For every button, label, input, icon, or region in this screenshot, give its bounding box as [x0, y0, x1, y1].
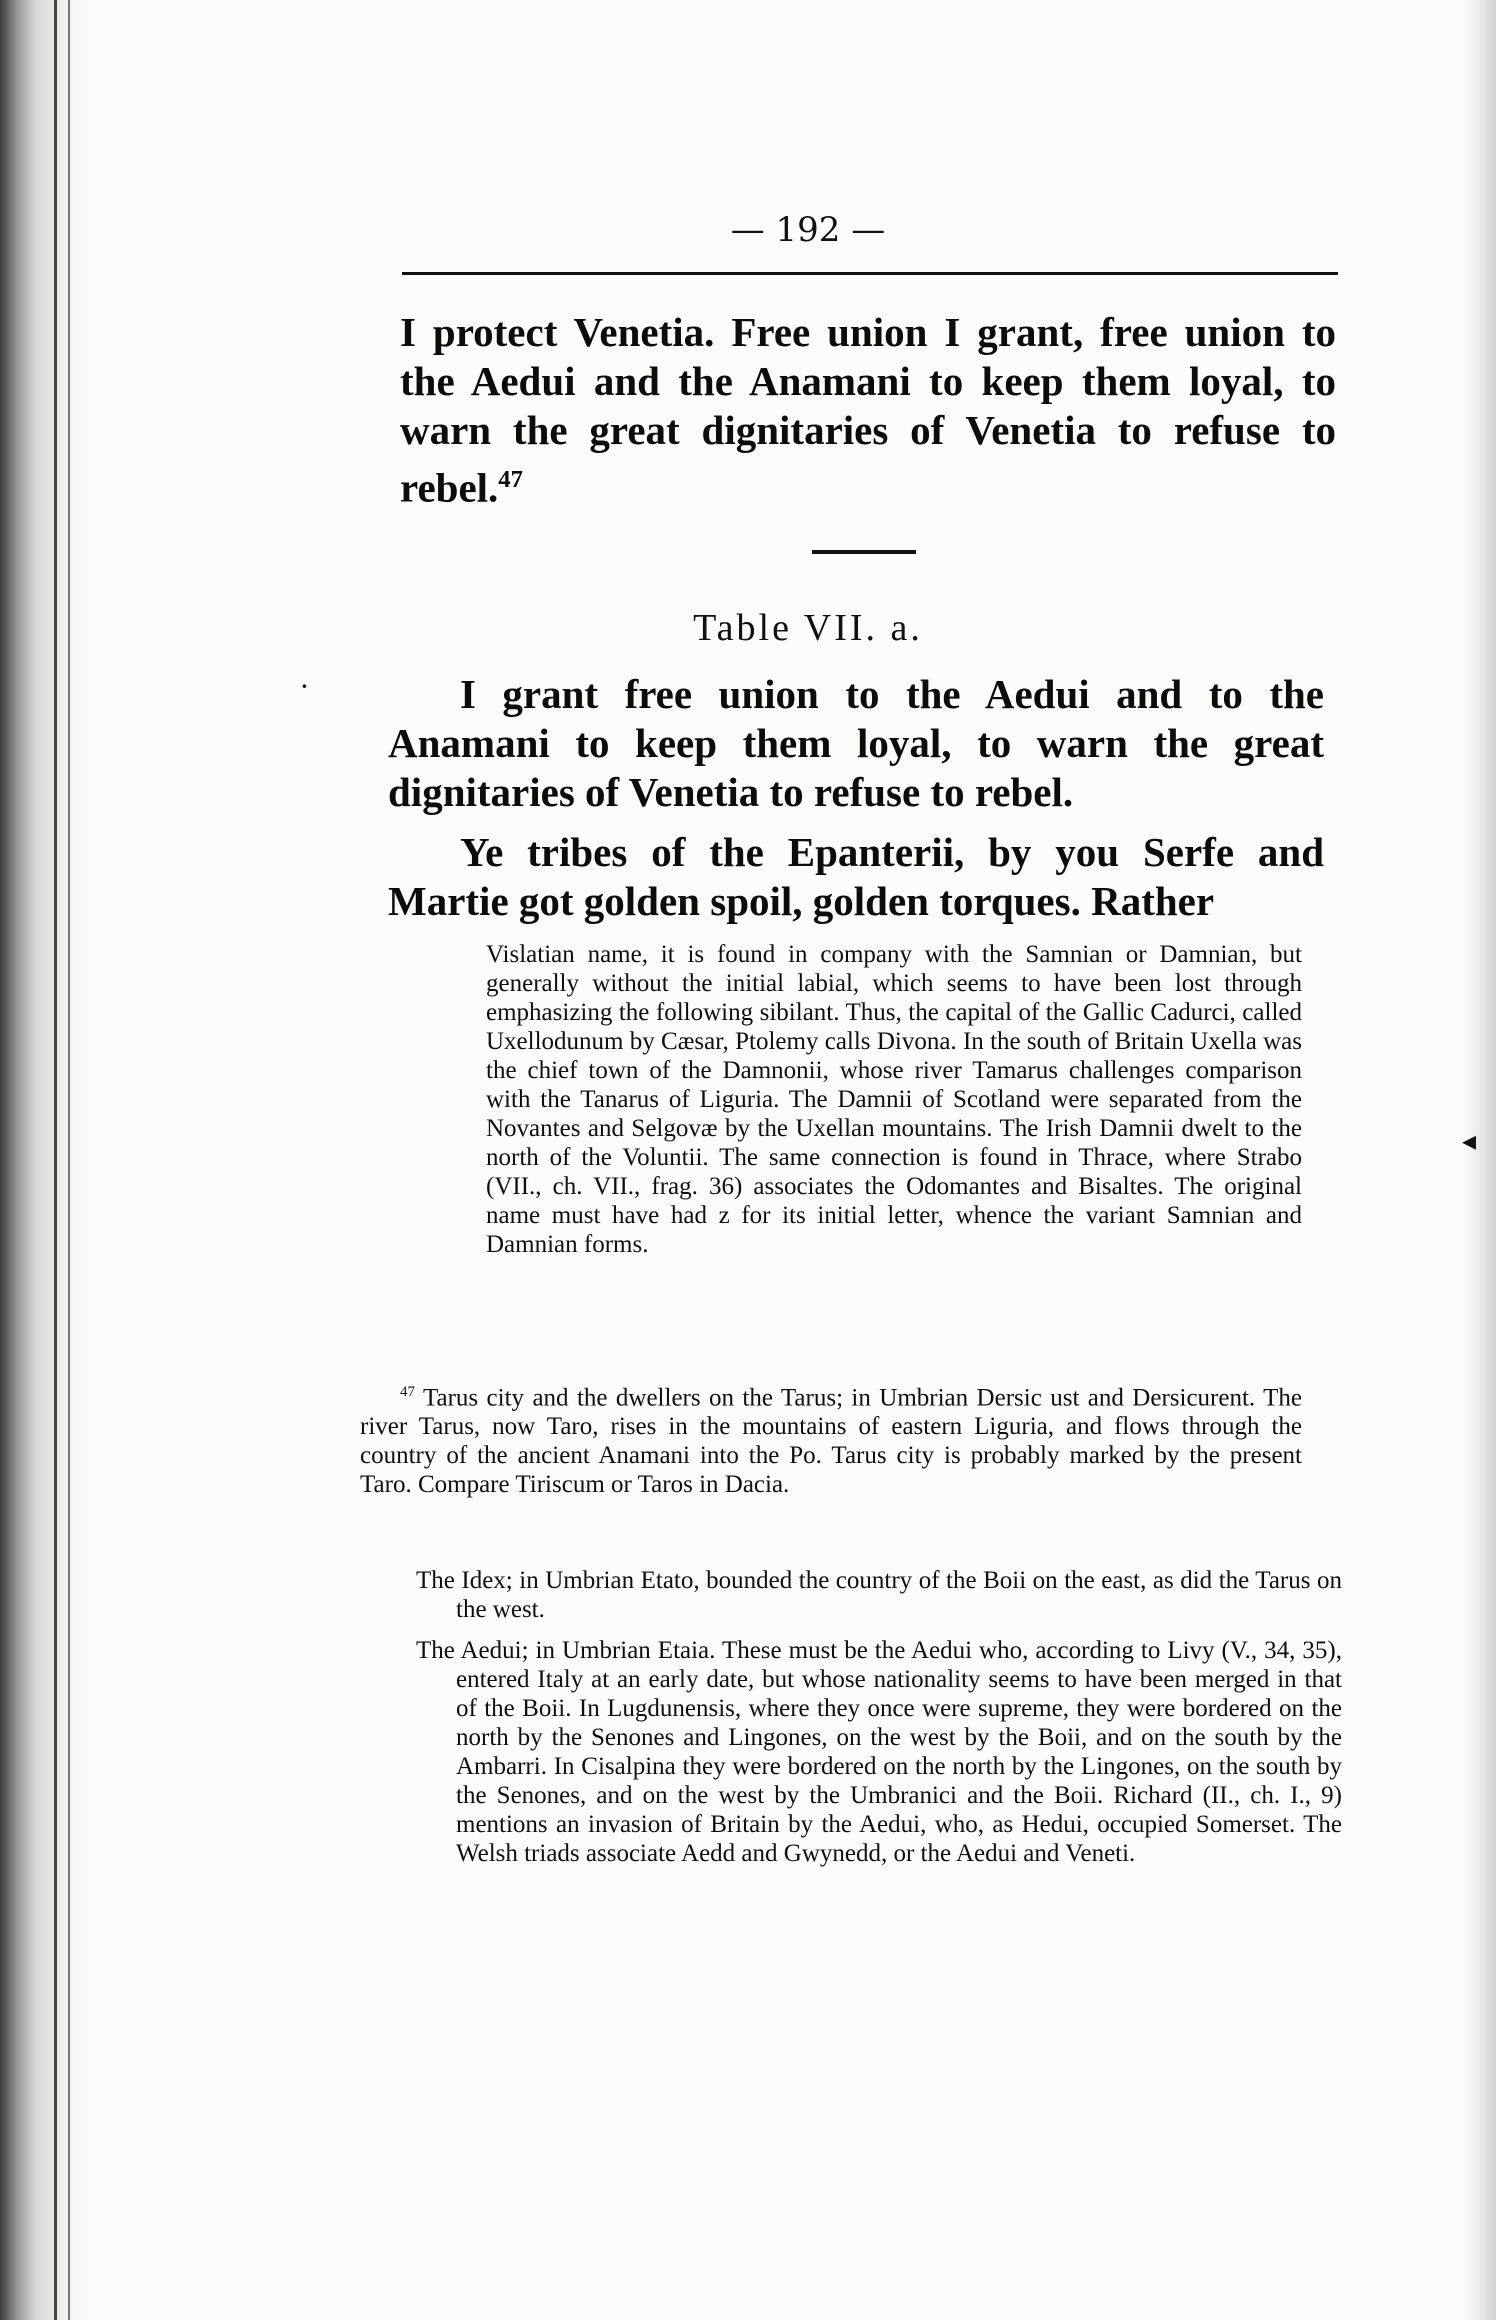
header-rule: [402, 272, 1338, 275]
main-paragraph-2: Ye tribes of the Epanterii, by you Serfe and Martie got golden spoil, golden torques. Rather: [388, 829, 1324, 924]
intro-paragraph-text: I protect Venetia. Free union I grant, free union to the Aedui and the Anamani to keep them loyal, to warn the great dignitaries of Venetia to refuse to rebel.: [400, 309, 1336, 511]
gloss-aedui: The Aedui; in Umbrian Etaia. These must be the Aedui who, according to Livy (V., 34, 35), entered Italy at an early date, but whose nationality seems to have been merged in that of the Boii. In Lugdunensis, where they once were supreme, they were bordered on the north by the Senones and Lingones, on the west by the Boii, and on the south by the Ambarri. In Cisalpina they were bordered on the north by the Lingones, on the south by the Senones, and on the west by the Umbranici and the Boii. Richard (II., ch. I., 9) mentions an invasion of Britain by the Aedui, who, as Hedui, occupied Somerset. The Welsh triads associate Aedd and Gwynedd, or the Aedui and Veneti.: [416, 1637, 1342, 1867]
binding-edge-line-inner: [68, 0, 70, 2320]
footnote-continuation: Vislatian name, it is found in company with the Samnian or Damnian, but generally without the initial labial, which seems to have been lost through emphasizing the following sibilant. Thus, the capital of the Gallic Cadurci, called Uxellodunum by Cæsar, Ptolemy calls Divona. In the south of Britain Uxella was the chief town of the Damnonii, whose river Tamarus challenges comparison with the Tanarus of Liguria. The Damnii of Scotland were separated from the Novantes and Selgovæ by the Uxellan mountains. The Irish Damnii dwelt to the north of the Voluntii. The same connection is found in Thrace, where Strabo (VII., ch. VII., frag. 36) associates the Odomantes and Bisaltes. The original name must have had z for its initial letter, whence the variant Samnian and Damnian forms.: [486, 941, 1302, 1258]
gloss-idex: The Idex; in Umbrian Etato, bounded the country of the Boii on the east, as did the Tarus on the west.: [416, 1567, 1342, 1623]
footnote-47: [360, 1378, 1302, 1499]
page-right-edge-shadow: [1464, 0, 1496, 2320]
binding-edge-line: [54, 0, 57, 2320]
book-binding-shadow: [0, 0, 90, 2320]
margin-arrow-mark: ◂: [1462, 1124, 1477, 1157]
footnote-ref-47: 47: [498, 466, 523, 493]
table-heading: Table VII. a.: [693, 607, 923, 649]
footnote-47-text: Tarus city and the dwellers on the Tarus; in Umbrian Dersic ust and Dersicurent. The river Tarus, now Taro, rises in the mountains of eastern Liguria, and flows through the country of the ancient Anamani into the Po. Tarus city is probably marked by the present Taro. Compare Tiriscum or Taros in Dacia.: [360, 1384, 1302, 1499]
intro-paragraph: [400, 308, 1336, 513]
section-divider: [812, 550, 916, 554]
page-number: — 192 —: [730, 210, 886, 250]
margin-speck: ·: [300, 670, 309, 703]
footnote-47-marker: 47: [400, 1384, 415, 1400]
main-paragraph-1: I grant free union to the Aedui and to the Anamani to keep them loyal, to warn the great dignitaries of Venetia to refuse to rebel.: [388, 671, 1324, 815]
